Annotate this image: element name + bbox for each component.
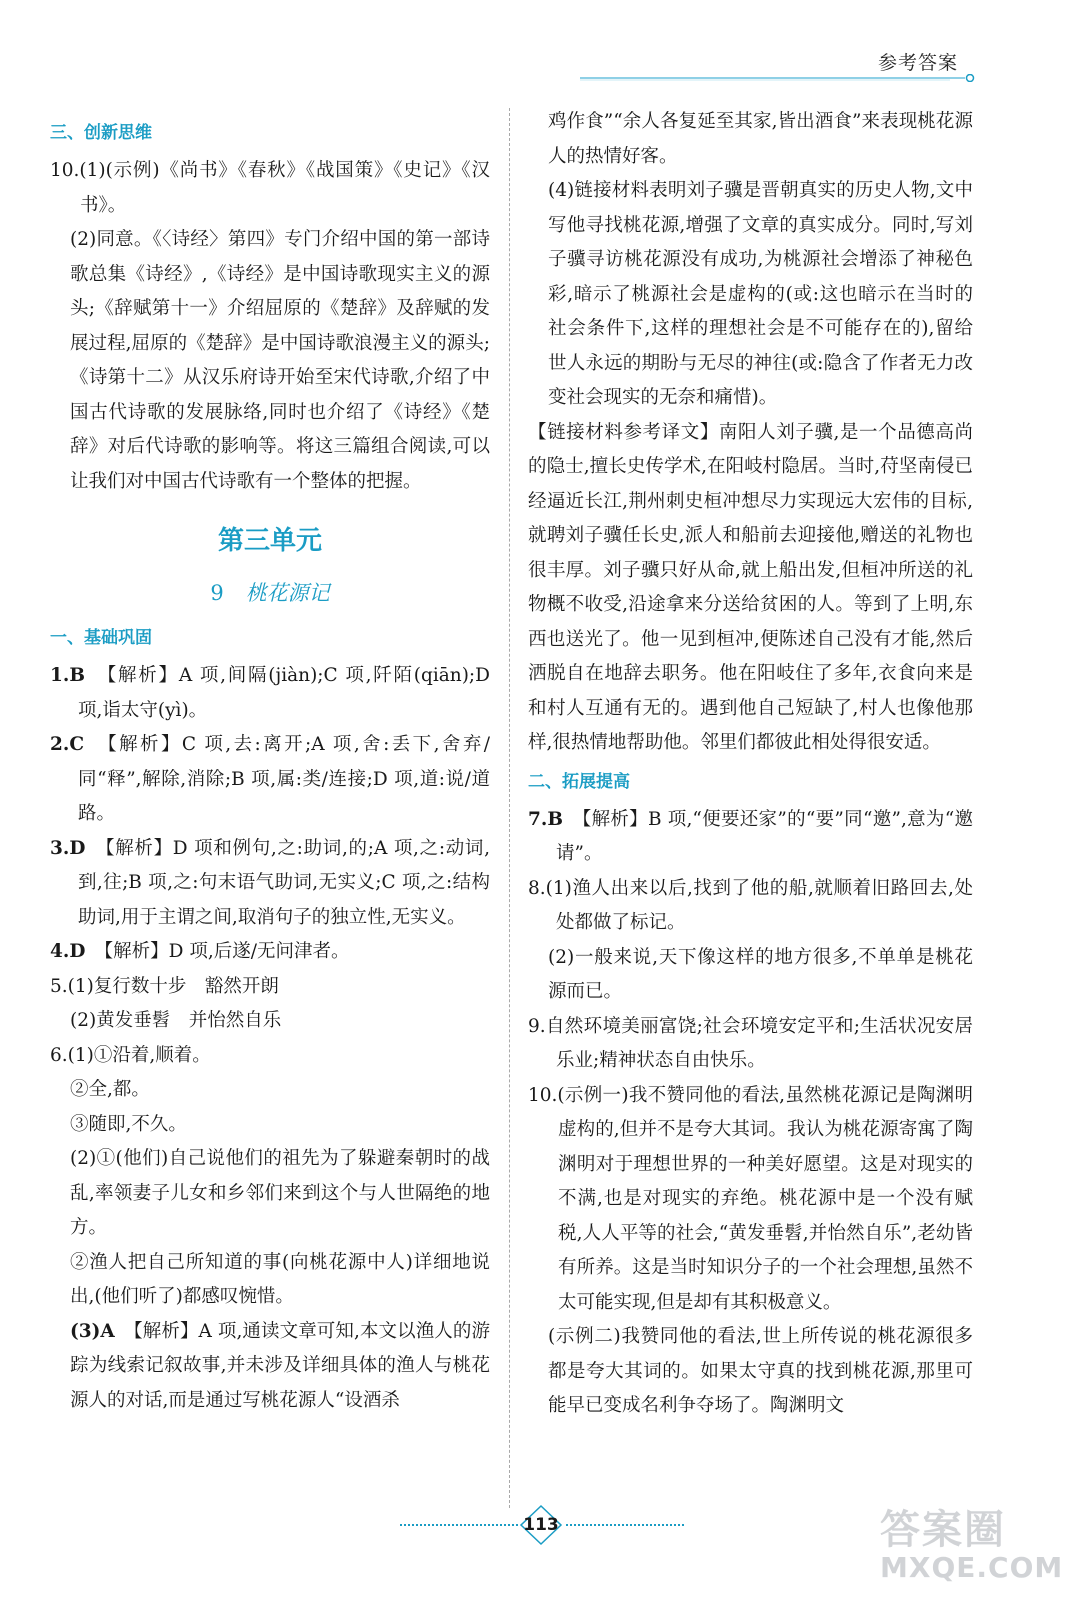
answer-text: 【解析】D 项和例句,之:助词,的;A 项,之:动词,到,往;B 项,之:句末语气助词,无实义;C 项,之:结构助词,用于主谓之间,取消句子的独立性,无实义。 (78, 837, 490, 928)
watermark-url: MXQE.COM (880, 1551, 1064, 1584)
answer-text: 【解析】C 项,去:离开;A 项,舍:丢下,舍弃/同“释”,解除,消除;B 项,属:类/连接;D 项,道:说/道路。 (78, 734, 490, 824)
answer-10-1: 10.(1)(示例)《尚书》《春秋》《战国策》《史记》《汉书》。 (50, 160, 490, 216)
answer-6-4: (4)链接材料表明刘子骥是晋朝真实的历史人物,文中写他寻找桃花源,增强了文章的真实成分。同时,写刘子骥寻访桃花源没有成功,为桃源社会增添了神秘色彩,暗示了桃源社会是虚构的(或:这也暗示在当时的社会条件下,这样的理想社会是不可能存在的),留给世人永远的期盼与无尽的神往(或:隐含了作者无力改变社会现实的无奈和痛惜)。 (548, 180, 973, 408)
answer-2 (50, 728, 490, 832)
section-title: 一、基础巩固 (50, 628, 152, 648)
answer-text: 【解析】A 项,间隔(jiàn);C 项,阡陌(qiān);D 项,诣太守(yì)。 (78, 665, 490, 721)
answer-7 (528, 803, 973, 872)
unit-title: 第三单元 (217, 526, 322, 556)
answer-6-2b: ②渔人把自己所知道的事(向桃花源中人)详细地说出,(他们听了)都感叹惋惜。 (70, 1251, 490, 1307)
answer-label: 3.D (50, 837, 86, 859)
answer-5-1: 5.(1)复行数十步 豁然开朗 (50, 975, 279, 997)
answer-10-example-1: 10.(示例一)我不赞同他的看法,虽然桃花源记是陶渊明虚构的,但并不是夸大其词。我认为桃花源寄寓了陶渊明对于理想世界的一种美好愿望。这是对现实的不满,也是对现实的弃绝。桃花源中是一个没有赋税,人人平等的社会,“黄发垂髫,并怡然自乐”,老幼皆有所养。这是当时知识分子的一个社会理想,虽然不太可能实现,但是却有其积极意义。 (528, 1084, 973, 1313)
answer-9: 9.自然环境美丽富饶;社会环境安定平和;生活状况安居乐业;精神状态自由快乐。 (528, 1015, 973, 1071)
header-label: 参考答案 (878, 52, 959, 74)
answer-text: 【解析】A 项,通读文章可知,本文以渔人的游踪为线索记叙故事,并未涉及详细具体的渔人与桃花源人的对话,而是通过写桃花源人“设酒杀 (70, 1320, 490, 1411)
answer-text: 【解析】D 项,后遂/无问津者。 (103, 941, 350, 962)
answer-10-example-2: (示例二)我赞同他的看法,世上所传说的桃花源很多都是夸大其词的。如果太守真的找到桃花源,那里可能早已变成名利争夺场了。陶渊明文 (548, 1326, 973, 1416)
left-column (50, 112, 490, 1418)
header-decoration (580, 74, 980, 82)
answer-4 (50, 935, 490, 970)
lesson-name: 桃花源记 (245, 581, 330, 605)
watermark-text: 答案圈 (880, 1507, 1006, 1553)
answer-6-1b: ②全,都。 (70, 1079, 150, 1100)
lesson-number: 9 (210, 581, 224, 605)
answer-6-3-continued: 鸡作食”“余人各复延至其家,皆出酒食”来表现桃花源人的热情好客。 (548, 111, 973, 167)
answer-10-2: (2)同意。《〈诗经〉第四》专门介绍中国的第一部诗歌总集《诗经》,《诗经》是中国诗歌现实主义的源头;《辞赋第十一》介绍屈原的《楚辞》及辞赋的发展过程,屈原的《楚辞》是中国诗歌浪漫主义的源头;《诗第十二》从汉乐府诗开始至宋代诗歌,介绍了中国古代诗歌的发展脉络,同时也介绍了《诗经》《楚辞》对后代诗歌的影响等。将这三篇组合阅读,可以让我们对中国古代诗歌有一个整体的把握。 (70, 229, 490, 492)
answer-6-3 (50, 1315, 490, 1419)
answer-6-1c: ③随即,不久。 (70, 1113, 187, 1135)
answer-8-1: 8.(1)渔人出来以后,找到了他的船,就顺着旧路回去,处处都做了标记。 (528, 877, 973, 933)
answer-1 (50, 659, 490, 728)
lesson-title (50, 575, 490, 611)
answer-label: 4.D (50, 941, 86, 962)
answer-8-2: (2)一般来说,天下像这样的地方很多,不单单是桃花源而已。 (548, 946, 973, 1002)
answer-6-1a: 6.(1)①沿着,顺着。 (50, 1044, 211, 1066)
page-number: 113 (523, 1515, 559, 1535)
answer-label: 1.B (50, 665, 85, 686)
column-divider (509, 108, 510, 1508)
answer-label: 7.B (528, 808, 563, 830)
section-title: 三、创新思维 (50, 123, 152, 143)
translation-paragraph: 【链接材料参考译文】南阳人刘子骥,是一个品德高尚的隐士,擅长史传学术,在阳岐村隐居。当时,苻坚南侵已经逼近长江,荆州刺史桓冲想尽力实现远大宏伟的目标,就聘刘子骥任长史,派人和船前去迎接他,赠送的礼物也很丰厚。刘子骥只好从命,就上船出发,但桓冲所送的礼物概不收受,沿途拿来分送给贫困的人。等到了上明,东西也送光了。他一见到桓冲,便陈述自己没有才能,然后洒脱自在地辞去职务。他在阳岐住了多年,衣食向来是和村人互通有无的。遇到他自己短缺了,村人也像他那样,很热情地帮助他。邻里们都彼此相处得很安适。 (528, 421, 973, 753)
watermark-logo (880, 1508, 1063, 1584)
answer-text: 【解析】B 项,“便要还家”的“要”同“邀”,意为“邀请”。 (556, 808, 973, 864)
answer-3 (50, 832, 490, 936)
answer-5-2: (2)黄发垂髫 并怡然自乐 (70, 1010, 282, 1031)
right-column (528, 105, 973, 1424)
answer-label: (3)A (70, 1320, 115, 1342)
section-title: 二、拓展提高 (528, 771, 630, 792)
answer-label: 2.C (50, 734, 85, 755)
answer-6-2a: (2)①(他们)自己说他们的祖先为了躲避秦朝时的战乱,率领妻子儿女和乡邻们来到这个与人世隔绝的地方。 (70, 1148, 490, 1238)
